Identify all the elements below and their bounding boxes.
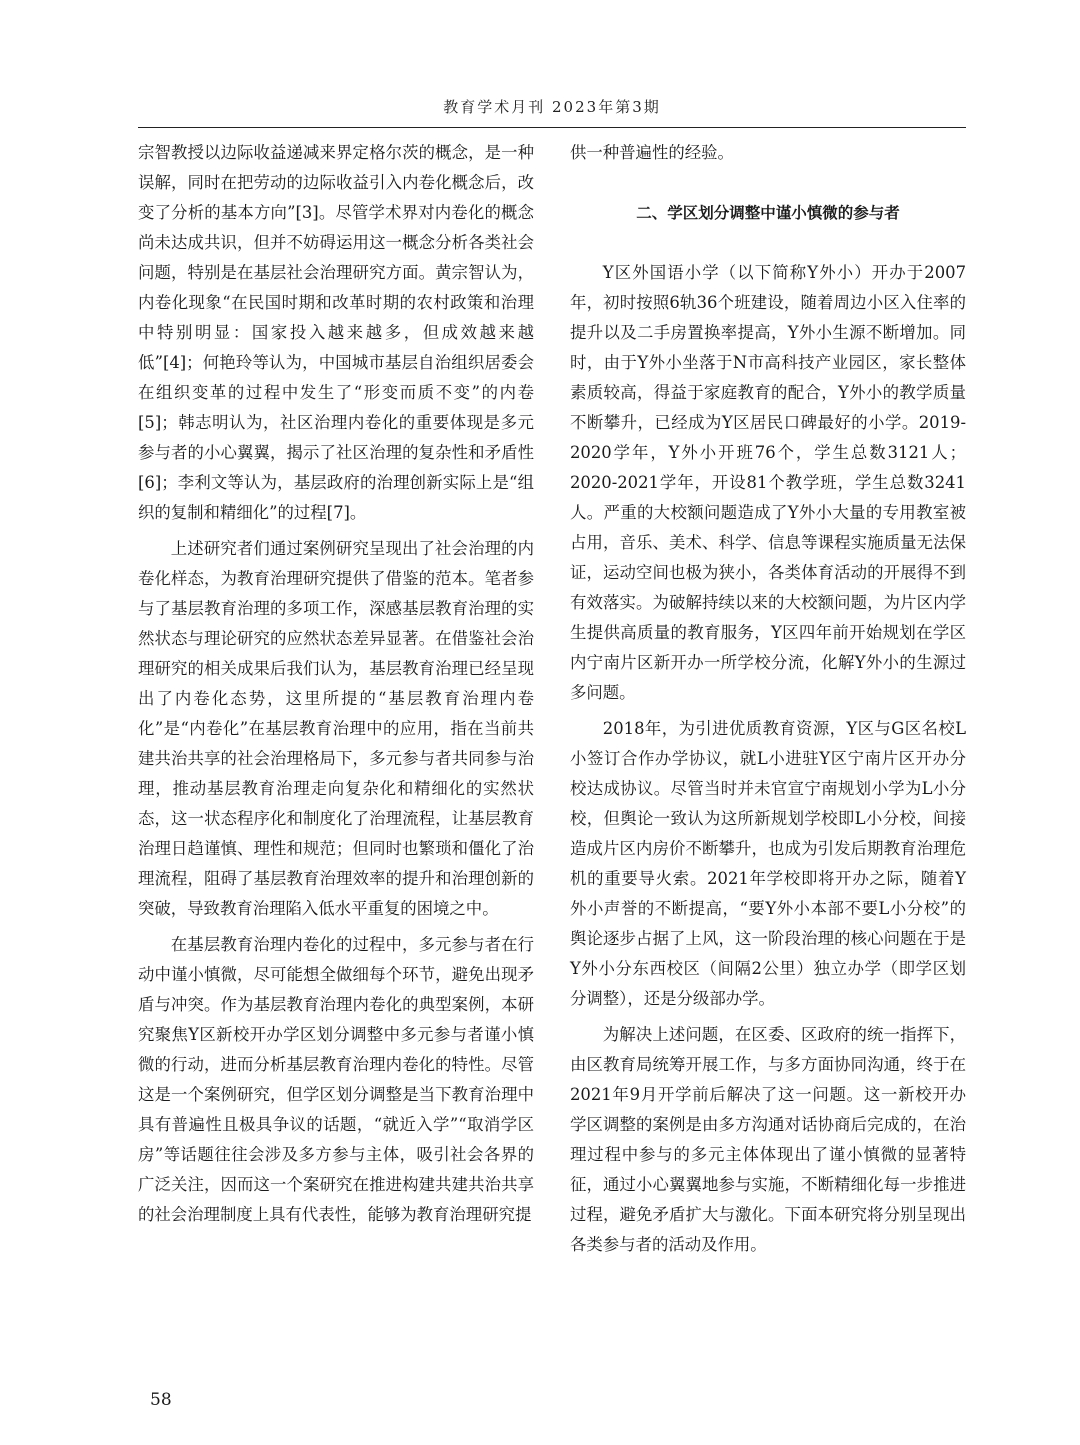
- paragraph: 2018年，为引进优质教育资源，Y区与G区名校L小签订合作办学协议，就L小进驻Y区宁南片区开办分校达成协议。尽管当时并未官宣宁南规划小学为L小分校，但舆论一致认为这所新规划学校即L小分校，间接造成片区内房价不断攀升，也成为引发后期教育治理危机的重要导火索。2021年学校即将开办之际，随着Y外小声誉的不断提高，“要Y外小本部不要L小分校”的舆论逐步占据了上风，这一阶段治理的核心问题在于是Y外小分东西校区（间隔2公里）独立办学（即学区划分调整），还是分级部办学。: [570, 719, 966, 1008]
- paragraph: 宗智教授以边际收益递减来界定格尔茨的概念，是一种误解，同时在把劳动的边际收益引入内卷化概念后，改变了分析的基本方向”[3]。尽管学术界对内卷化的概念尚未达成共识，但并不妨碍运用这一概念分析各类社会问题，特别是在基层社会治理研究方面。黄宗智认为，内卷化现象“在民国时期和改革时期的农村政策和治理中特别明显：国家投入越来越多，但成效越来越低”[4]；何艳玲等认为，中国城市基层自治组织居委会在组织变革的过程中发生了“形变而质不变”的内卷[5]；韩志明认为，社区治理内卷化的重要体现是多元参与者的小心翼翼，揭示了社区治理的复杂性和矛盾性[6]；李利文等认为，基层政府的治理创新实际上是“组织的复制和精细化”的过程[7]。: [138, 143, 534, 522]
- paragraph-continuation: 供一种普遍性的经验。: [570, 143, 734, 162]
- paragraph: 在基层教育治理内卷化的过程中，多元参与者在行动中谨小慎微，尽可能想全做细每个环节，避免出现矛盾与冲突。作为基层教育治理内卷化的典型案例，本研究聚焦Y区新校开办学区划分调整中多元参与者谨小慎微的行动，进而分析基层教育治理内卷化的特性。尽管这是一个案例研究，但学区划分调整是当下教育治理中具有普遍性且极具争议的话题，“就近入学”“取消学区房”等话题往往会涉及多方参与主体，吸引社会各界的广泛关注，因而这一个案研究在推进构建共建共治共享的社会治理制度上具有代表性，能够为教育治理研究提: [138, 935, 534, 1224]
- paragraph: Y区外国语小学（以下简称Y外小）开办于2007年，初时按照6轨36个班建设，随着周边小区入住率的提升以及二手房置换率提高，Y外小生源不断增加。同时，由于Y外小坐落于N市高科技产业园区，家长整体素质较高，得益于家庭教育的配合，Y外小的教学质量不断攀升，已经成为Y区居民口碑最好的小学。2019-2020学年，Y外小开班76个，学生总数3121人；2020-2021学年，开设81个教学班，学生总数3241人。严重的大校额问题造成了Y外小大量的专用教室被占用，音乐、美术、科学、信息等课程实施质量无法保证，运动空间也极为狭小，各类体育活动的开展得不到有效落实。为破解持续以来的大校额问题，为片区内学生提供高质量的教育服务，Y区四年前开始规划在学区内宁南片区新开办一所学校分流，化解Y外小的生源过多问题。: [570, 263, 966, 702]
- running-header: 教育学术月刊 2023年第3期: [443, 98, 661, 116]
- right-column: [570, 138, 966, 1260]
- section-heading: 二、学区划分调整中谨小慎微的参与者: [636, 204, 900, 222]
- paragraph: 为解决上述问题，在区委、区政府的统一指挥下，由区教育局统筹开展工作，与多方面协同沟通，终于在2021年9月开学前后解决了这一问题。这一新校开办学区调整的案例是由多方沟通对话协商后完成的，在治理过程中参与的多元主体体现出了谨小慎微的显著特征，通过小心翼翼地参与实施，不断精细化每一步推进过程，避免矛盾扩大与激化。下面本研究将分别呈现出各类参与者的活动及作用。: [570, 1025, 966, 1254]
- header-rule: [138, 127, 966, 128]
- left-column: [138, 138, 534, 1230]
- page-number: 58: [150, 1390, 172, 1410]
- paragraph: 上述研究者们通过案例研究呈现出了社会治理的内卷化样态，为教育治理研究提供了借鉴的范本。笔者参与了基层教育治理的多项工作，深感基层教育治理的实然状态与理论研究的应然状态差异显著。在借鉴社会治理研究的相关成果后我们认为，基层教育治理已经呈现出了内卷化态势，这里所提的“基层教育治理内卷化”是“内卷化”在基层教育治理中的应用，指在当前共建共治共享的社会治理格局下，多元参与者共同参与治理，推动基层教育治理走向复杂化和精细化的实然状态，这一状态程序化和制度化了治理流程，让基层教育治理日趋谨慎、理性和规范；但同时也繁琐和僵化了治理流程，阻碍了基层教育治理效率的提升和治理创新的突破，导致教育治理陷入低水平重复的困境之中。: [138, 539, 534, 918]
